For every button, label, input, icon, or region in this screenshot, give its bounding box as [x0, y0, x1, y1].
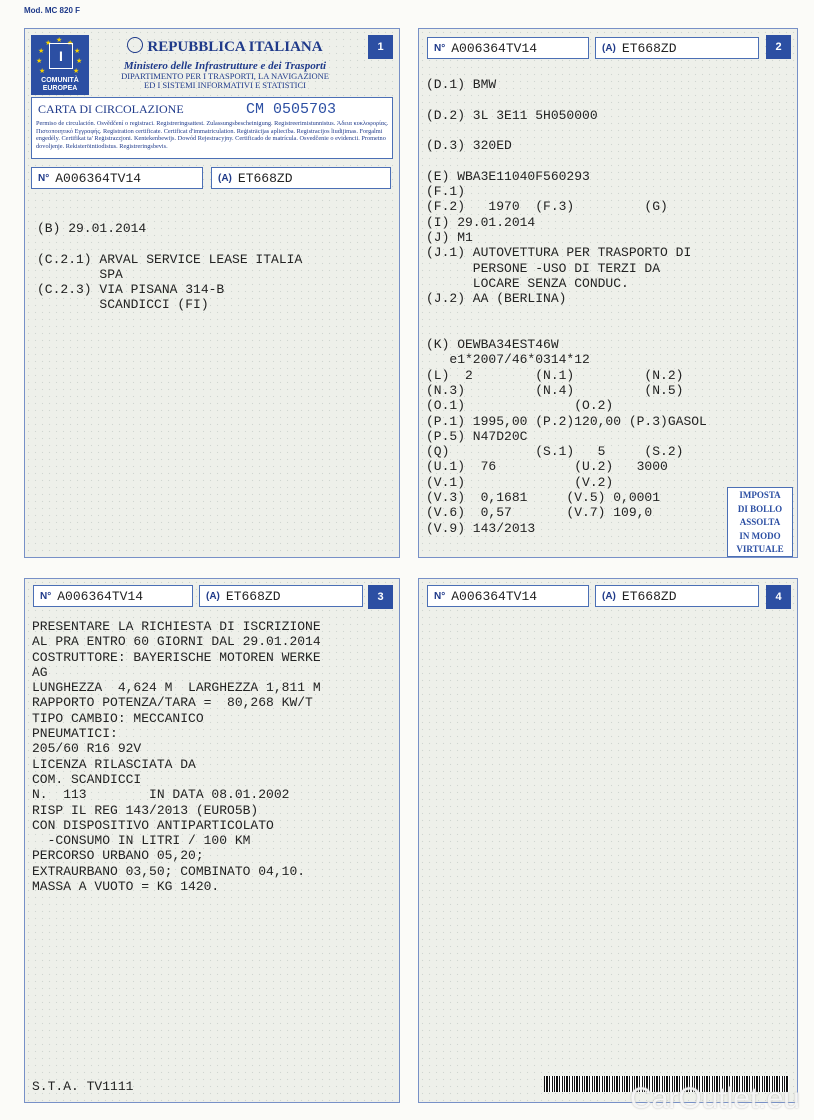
bollo-line: VIRTUALE: [736, 544, 784, 554]
bollo-line: IMPOSTA: [739, 490, 781, 500]
vehicle-number-box: [427, 37, 589, 59]
vehicle-number: A006364TV14: [451, 588, 538, 604]
carta-title: CARTA DI CIRCOLAZIONE: [38, 102, 184, 116]
number-label: N°: [40, 590, 52, 602]
watermark: CarOutlet.eu: [629, 1082, 800, 1115]
permit-translations: Permiso de circulación. Osvědčení o registraci. Registreringsattest. Zulassungsbescheinigung. Registreerimistunnistus. Άδεια κυκλοφορίας. Πιστοποιητικό Εγγραφής. Registration certificate. Certificat d'immatriculation. Reģistrācijas apliecība. Registracijos liudijimas. Forgalmi engedély. Certifikat ta' Reġistrazzjoni. Kentekenbewijs. Dowód Rejestracyjny. Certificado de matrícula. Osvedčenie o evidencii. Prometno dovoljenje. Rekisteröintiodistus. Registreringsbevis.: [36, 120, 389, 150]
number-label: N°: [434, 590, 446, 602]
plate-number: ET668ZD: [225, 588, 281, 604]
page-2: [418, 28, 798, 558]
bollo-line: ASSOLTA: [739, 517, 781, 527]
bollo-line: DI BOLLO: [737, 503, 783, 514]
number-label: N°: [38, 172, 50, 184]
department-line-2: ED I SISTEMI INFORMATIVI E STATISTICI: [144, 80, 306, 90]
vehicle-number: A006364TV14: [55, 170, 142, 186]
page-1: [24, 28, 400, 558]
page-4: [418, 578, 798, 1103]
department-line-1: DIPARTIMENTO PER I TRASPORTI, LA NAVIGAZIONE: [121, 71, 329, 81]
page-number-3: 3: [368, 585, 393, 609]
eu-caption-1: COMUNITÀ: [41, 77, 79, 84]
page-number-2: 2: [766, 35, 791, 59]
plate-label: (A): [218, 172, 232, 184]
carta-code: CM 0505703: [246, 101, 337, 118]
plate-box: [595, 37, 759, 59]
page2-fields: (D.1) BMW (D.2) 3L 3E11 5H050000 (D.3) 320ED (E) WBA3E11040F560293 (F.1) (F.2) 1970 (F.3) (G) (I) 29.01.2014 (J) M1 (J.1) AUTOVETTURA PER TRASPORTO DI PERSONE -USO DI TERZI DA LOCARE SENZA CONDUC. (J.2) AA (BERLINA) (K) OEWBA34EST46W e1*2007/46*0314*12 (L) 2 (N.1) (N.2) (N.3) (N.4) (N.5) (O.1) (O.2) (P.1) 1995,00 (P.2)120,00 (P.3)GASOL (P.5) N47D20C (Q) (S.1) 5 (S.2) (U.1) 76 (U.2) 3000 (V.1) (V.2) (V.3) 0,1681 (V.5) 0,0001 (V.6) 0,57 (V.7) 109,0 (V.9) 143/2013: [426, 77, 707, 536]
plate-label: (A): [206, 590, 220, 602]
carta-circolazione-box: [31, 97, 393, 159]
plate-label: (A): [602, 42, 616, 54]
plate-number: ET668ZD: [621, 588, 677, 604]
eu-caption-2: EUROPEA: [42, 85, 78, 92]
ministry-title: Ministero delle Infrastrutture e dei Trasporti: [123, 60, 327, 72]
page-number-4: 4: [766, 585, 791, 609]
page1-fields: (B) 29.01.2014 (C.2.1) ARVAL SERVICE LEASE ITALIA SPA (C.2.3) VIA PISANA 314-B SCANDICCI (FI): [37, 221, 303, 313]
vehicle-number: A006364TV14: [57, 588, 144, 604]
page-number-1: 1: [368, 35, 393, 59]
vehicle-number-box: [33, 585, 193, 607]
bollo-line: IN MODO: [739, 530, 781, 541]
number-label: N°: [434, 42, 446, 54]
emblem-icon: [127, 37, 143, 53]
plate-number: ET668ZD: [237, 170, 293, 186]
form-code: Mod. MC 820 F: [24, 6, 81, 15]
republic-title: REPUBBLICA ITALIANA: [147, 39, 323, 55]
page3-notes: PRESENTARE LA RICHIESTA DI ISCRIZIONE AL PRA ENTRO 60 GIORNI DAL 29.01.2014 COSTRUTTORE: BAYERISCHE MOTOREN WERKE AG LUNGHEZZA 4,624 M LARGHEZZA 1,811 M RAPPORTO POTENZA/TARA = 80,268 KW/T TIPO CAMBIO: MECCANICO PNEUMATICI: 205/60 R16 92V LICENZA RILASCIATA DA COM. SCANDICCI N. 113 IN DATA 08.01.2002 RISP IL REG 143/2013 (EURO5B) CON DISPOSITIVO ANTIPARTICOLATO -CONSUMO IN LITRI / 100 KM PERCORSO URBANO 05,20; EXTRAURBANO 03,50; COMBINATO 04,10. MASSA A VUOTO = KG 1420.: [32, 619, 321, 895]
plate-box: [595, 585, 759, 607]
plate-label: (A): [602, 590, 616, 602]
plate-number: ET668ZD: [621, 40, 677, 56]
eu-flag: ★ ★ ★ ★ ★ ★ ★ ★ ★ I COMUNITÀ EUROPEA: [31, 35, 89, 95]
plate-box: [211, 167, 391, 189]
country-code: I: [49, 43, 73, 69]
header-republic: [95, 37, 355, 90]
vehicle-number-box: [31, 167, 203, 189]
page-3: [24, 578, 400, 1103]
sta-code: S.T.A. TV1111: [32, 1079, 134, 1094]
plate-box: [199, 585, 363, 607]
vehicle-number: A006364TV14: [451, 40, 538, 56]
vehicle-number-box: [427, 585, 589, 607]
stamp-duty-box: [727, 487, 793, 557]
